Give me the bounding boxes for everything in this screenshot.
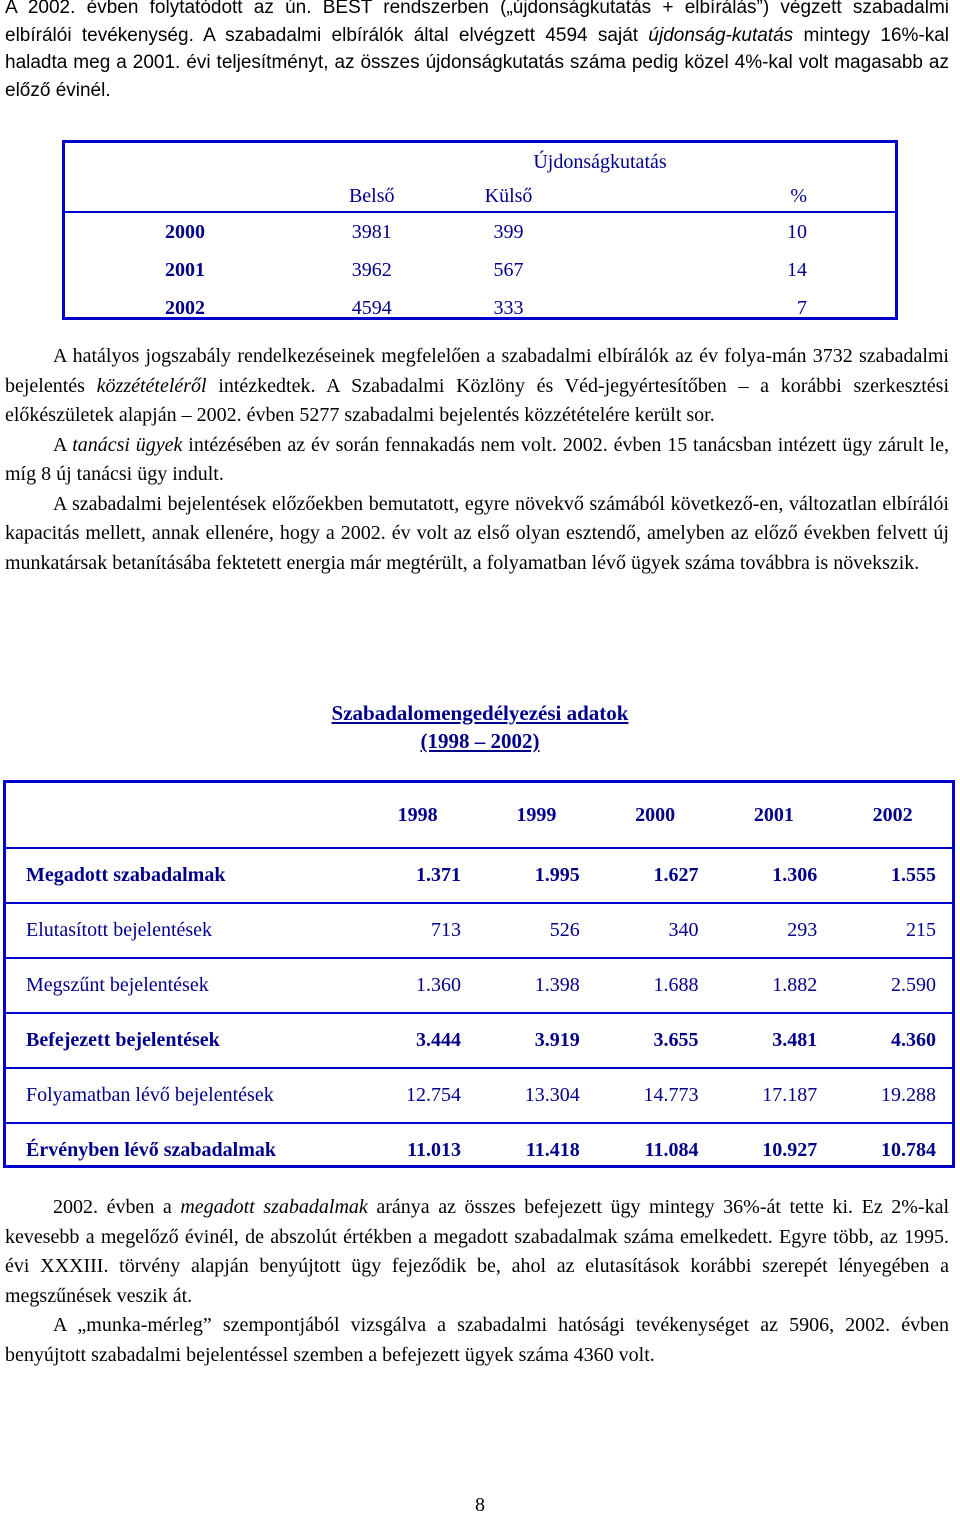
paragraph-text: aránya az összes befejezett ügy mintegy 36%-át tette ki. Ez 2%-kal kevesebb a megelőző évinél, de abszolút értékben a megadott szabadalmak száma emelkedett. Egyre több, az 1995. évi XXXIII. törvény alapján benyújtott ügy fejeződik be, ahol az elutasítások korábbi szerepét lényegében a megszűnések veszik át.	[5, 1196, 950, 1307]
table2-cell: 11.084	[644, 1139, 699, 1161]
table2-year: 2001	[714, 783, 833, 848]
intro-emphasis: újdonság-kutatás	[648, 24, 794, 46]
table1-year: 2001	[165, 258, 205, 281]
table2-title: Szabadalomengedélyezési adatok	[331, 701, 629, 725]
patent-grant-table	[3, 780, 955, 1168]
table1-cell: 567	[493, 258, 524, 281]
table2-cell: 1.627	[596, 848, 715, 903]
table2-cell: 1.882	[714, 958, 833, 1013]
table2-row-label: Érvényben lévő szabadalmak	[26, 1139, 277, 1161]
table2-year: 1998	[358, 783, 477, 848]
intro-text-1: A 2002. évben folytatódott az ún. BEST rendszerben („újdonságkutatás + elbírálás”) végzett szabadalmi elbírálói tevékenység. A szabadalmi elbírálók által elvégzett 4594 saját	[5, 0, 949, 46]
intro-paragraph	[5, 0, 949, 104]
table2-cell: 3.481	[714, 1013, 833, 1068]
table1-col-pct: %	[790, 184, 807, 207]
table2-cell: 1.306	[714, 848, 833, 903]
paragraph-emphasis: tanácsi ügyek	[72, 433, 183, 456]
table2-cell: 13.304	[477, 1068, 596, 1123]
table2-row-label: Elutasított bejelentések	[6, 903, 358, 958]
table1-cell: 10	[787, 220, 807, 243]
table2-row-label: Befejezett bejelentések	[6, 1013, 358, 1068]
table2-cell: 215	[833, 903, 952, 958]
page-number: 8	[475, 1494, 485, 1516]
paragraph-text: intézkedtek. A Szabadalmi Közlöny és Véd-jegyértesítőben – a korábbi szerkesztési előkészületek alapján – 2002. évben 5277 szabadalmi bejelentés közzétételére került sor.	[5, 374, 950, 426]
table2-header-row	[6, 783, 952, 848]
table2-cell: 3.655	[596, 1013, 715, 1068]
table2-cell: 340	[596, 903, 715, 958]
paragraph-work-balance: A „munka-mérleg” szempontjából vizsgálva a szabadalmi hatósági tevékenységet az 5906, 2002. évben benyújtott szabadalmi bejelentéssel szemben a befejezett ügyek száma 4360 volt.	[5, 1314, 949, 1366]
table2-year: 1999	[477, 783, 596, 848]
paragraph-publication	[5, 342, 949, 431]
table2-cell: 293	[714, 903, 833, 958]
table2-cell: 1.995	[477, 848, 596, 903]
table2-cell: 11.418	[525, 1139, 580, 1161]
table2-row	[6, 903, 952, 958]
paragraph-backlog: A szabadalmi bejelentések előzőekben bemutatott, egyre növekvő számából következő-en, változatlan elbírálói kapacitás mellett, annak ellenére, hogy a 2002. év volt az első olyan esztendő, amelyben az előző években felvett új munkatársak betanításába fektetett energia már megtérült, a folyamatban lévő ügyek száma továbbra is növekszik.	[5, 492, 949, 574]
table1-year: 2000	[165, 220, 205, 243]
body-text	[5, 342, 949, 578]
table2-year: 2000	[596, 783, 715, 848]
table2-cell: 3.444	[358, 1013, 477, 1068]
table2-cell: 1.360	[358, 958, 477, 1013]
table2-cell: 19.288	[833, 1068, 952, 1123]
table1-group-header: Újdonságkutatás	[533, 150, 667, 173]
table1-year: 2002	[165, 296, 205, 319]
table2-row	[6, 958, 952, 1013]
table2-cell: 1.398	[477, 958, 596, 1013]
paragraph-emphasis: közzétételéről	[96, 374, 207, 397]
table2-row	[6, 1123, 952, 1177]
table1-cell: 333	[493, 296, 524, 319]
intro-text-2: mintegy 16%-kal haladta meg a 2001. évi teljesítményt, az összes újdonságkutatás száma pedig közel 4%-kal volt magasabb az előző évinél.	[5, 24, 950, 101]
table2-cell: 12.754	[358, 1068, 477, 1123]
table1-cell: 4594	[351, 296, 392, 319]
table1-row	[65, 251, 895, 289]
table1-cell: 3981	[351, 220, 392, 243]
table2-cell: 526	[477, 903, 596, 958]
table1-cell: 7	[797, 296, 807, 319]
table2-cell: 17.187	[714, 1068, 833, 1123]
table2-row	[6, 848, 952, 903]
table2-cell: 14.773	[596, 1068, 715, 1123]
paragraph-text: A hatályos jogszabály rendelkezéseinek megfelelően a szabadalmi elbírálók az év folya-mán 3732 szabadalmi bejelentés	[5, 345, 949, 397]
table2-row-label: Folyamatban lévő bejelentések	[6, 1068, 358, 1123]
table2-subtitle: (1998 – 2002)	[420, 729, 540, 753]
table1-col-belso: Belső	[348, 184, 395, 207]
table2-row-label: Megadott szabadalmak	[6, 848, 358, 903]
paragraph-granted-ratio	[5, 1193, 949, 1311]
table2-cell: 2.590	[833, 958, 952, 1013]
table2-cell: 713	[358, 903, 477, 958]
table2-row	[6, 1068, 952, 1123]
paragraph-emphasis: megadott szabadalmak	[180, 1196, 368, 1218]
table1-cell: 3962	[351, 258, 392, 281]
novelty-search-table	[62, 140, 898, 320]
table1-cell: 399	[493, 220, 524, 243]
paragraph-text: A	[53, 433, 67, 456]
table1-row	[65, 289, 895, 327]
table1-col-kulso: Külső	[484, 184, 533, 207]
table2-row	[6, 1013, 952, 1068]
closing-text	[5, 1193, 949, 1370]
paragraph-text: 2002. évben a	[53, 1196, 172, 1218]
table1-row	[65, 212, 895, 251]
table2-cell: 1.555	[833, 848, 952, 903]
table2-cell: 1.371	[358, 848, 477, 903]
table1-cell: 14	[787, 258, 807, 281]
paragraph-text: intézésében az év során fennakadás nem volt. 2002. évben 15 tanácsban intézett ügy zárult le, míg 8 új tanácsi ügy indult.	[5, 433, 950, 485]
table2-row-label: Megszűnt bejelentések	[6, 958, 358, 1013]
table2-cell: 10.784	[881, 1139, 936, 1161]
table2-cell: 3.919	[477, 1013, 596, 1068]
table2-cell: 4.360	[833, 1013, 952, 1068]
table2-year: 2002	[833, 783, 952, 848]
paragraph-council	[5, 431, 949, 490]
table2-cell: 10.927	[762, 1139, 818, 1161]
table2-cell: 1.688	[596, 958, 715, 1013]
table2-cell: 11.013	[407, 1139, 461, 1161]
